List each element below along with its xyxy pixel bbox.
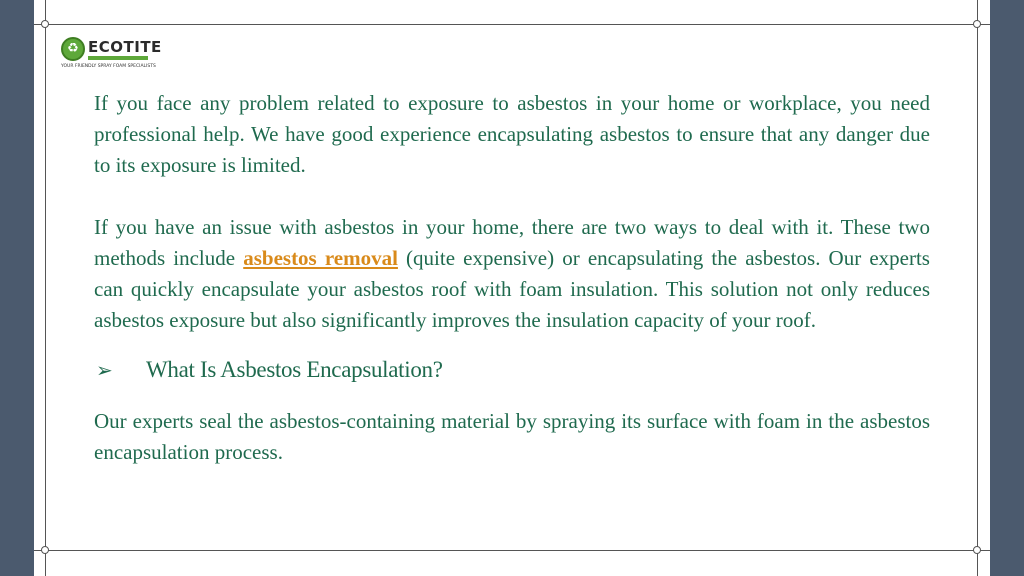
main-content [94, 88, 930, 468]
corner-dot-bottom-right [973, 546, 981, 554]
arrow-bullet-icon: ➢ [96, 358, 113, 382]
company-logo [61, 37, 161, 71]
asbestos-removal-link[interactable]: asbestos removal [243, 246, 398, 270]
paragraph-process: Our experts seal the asbestos-containing material by spraying its surface with foam in the asbestos encapsulation process. [94, 409, 930, 464]
frame-left-line [45, 0, 46, 576]
corner-dot-top-right [973, 20, 981, 28]
slide [34, 0, 990, 576]
logo-tagline: YOUR FRIENDLY SPRAY FOAM SPECIALISTS [61, 64, 156, 69]
section-heading-text: What Is Asbestos Encapsulation? [146, 357, 443, 382]
recycle-icon: ♻ [61, 37, 85, 61]
corner-dot-top-left [41, 20, 49, 28]
section-heading [94, 350, 930, 390]
frame-bottom-line [34, 550, 990, 551]
logo-name: ECOTITE [88, 38, 162, 56]
paragraph-intro: If you face any problem related to exposure to asbestos in your home or workplace, you need professional help. We have good experience encapsulating asbestos to ensure that any danger due to its exposure is limited. [94, 91, 930, 177]
paragraph-methods [94, 212, 930, 336]
frame-right-line [977, 0, 978, 576]
paragraph-methods-end: (quite expensive) or encapsulating the asbestos. Our experts can quickly encapsulate your asbestos roof with foam insulation. This solution not only reduces asbestos exposure but also significantly improves the insulation capacity of your roof. [94, 246, 930, 332]
logo-underline [88, 56, 148, 60]
paragraph-methods-start: If you have an issue with asbestos in your home, there are two ways to deal with it. These two methods include [94, 215, 930, 270]
frame-top-line [34, 24, 990, 25]
corner-dot-bottom-left [41, 546, 49, 554]
